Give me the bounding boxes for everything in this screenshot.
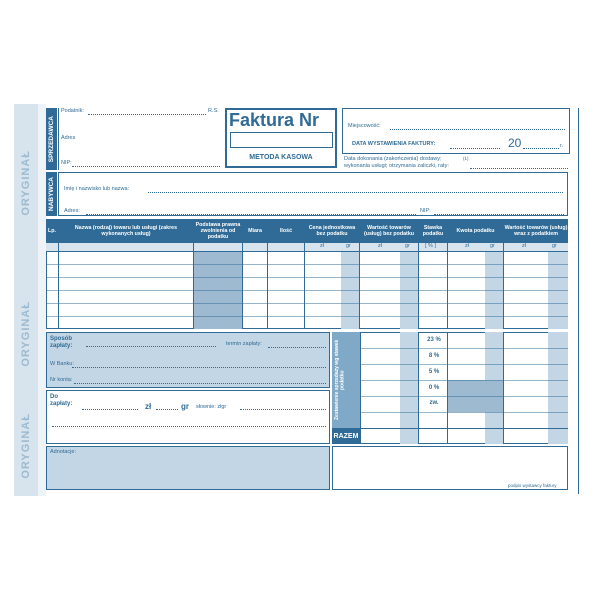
seller-nip-label: NIP:: [61, 160, 72, 166]
right-edge-bar: [578, 108, 581, 494]
buyer-nip-label: NIP:: [420, 208, 431, 214]
seller-podatnik-field[interactable]: [88, 114, 206, 115]
do-zaplaty-box: [46, 390, 330, 444]
sposob-field[interactable]: [86, 346, 216, 347]
hline-5: [46, 316, 568, 317]
buyer-adres-field[interactable]: [86, 214, 416, 215]
hline-2: [46, 277, 568, 278]
buyer-name-label: Imię i nazwisko lub nazwa:: [64, 186, 130, 192]
slownie-field[interactable]: [240, 409, 326, 410]
date-issue-year: 20: [508, 136, 522, 150]
col-stawka: Stawka podatku: [419, 219, 447, 243]
seller-side-label: SPRZEDAWCA: [46, 108, 57, 170]
buyer-adres-label: Adres:: [64, 208, 80, 214]
hline-1: [46, 264, 568, 265]
rate-zw: zw.: [429, 400, 439, 406]
razem-label: RAZEM: [332, 428, 360, 444]
sum-hline-2: [360, 364, 568, 365]
miejscowosc-field[interactable]: [390, 129, 565, 130]
netto-zl: zł: [378, 243, 382, 249]
kwota-zl: zł: [465, 243, 469, 249]
col-miara: Miara: [243, 219, 267, 243]
invoice-number-field[interactable]: [230, 132, 333, 148]
date-issue-day-field[interactable]: [450, 148, 500, 149]
cena-zl: zł: [320, 243, 324, 249]
do-zaplaty-gr-field[interactable]: [156, 409, 178, 410]
sum-hline-4: [360, 396, 568, 397]
rate-5: 5 %: [428, 369, 440, 375]
seller-rs-label: R.S.: [208, 108, 219, 114]
cena-gr: gr: [346, 243, 351, 249]
date-issue-r: r.: [560, 143, 564, 149]
do-zaplaty-gr: gr: [181, 402, 189, 411]
sum-hline-6: [332, 428, 568, 429]
konto-field[interactable]: [74, 383, 326, 384]
slownie-label: słownie: złgr: [196, 404, 227, 410]
hline-4: [46, 303, 568, 304]
brutto-gr: gr: [552, 243, 557, 249]
date-delivery-footnote: (1): [463, 156, 469, 161]
col-nazwa: Nazwa (rodzaj) towaru lub usługi (zakres wykonanych usług): [59, 219, 193, 243]
hline-3: [46, 290, 568, 291]
annotations-box[interactable]: [46, 446, 330, 490]
col-kwota: Kwota podatku: [448, 219, 503, 243]
rate-0: 0 %: [428, 385, 440, 391]
date-delivery-desc-2: wykonania usługi; otrzymania zaliczki, raty:: [344, 163, 449, 169]
buyer-box: [58, 172, 568, 216]
do-zaplaty-zl: zł: [145, 402, 152, 411]
date-issue-year-field[interactable]: [523, 148, 559, 149]
sum-hline-1: [360, 348, 568, 349]
seller-adres-label: Adres: [61, 135, 76, 141]
sposob-label: Sposób zapłaty:: [50, 336, 73, 349]
summary-side-label: Zestawienie sprzedaży wg stawek podatku: [332, 332, 360, 428]
termin-field[interactable]: [268, 347, 326, 348]
col-podstawa: Podstawa prawna zwolnienia od podatku: [194, 219, 242, 243]
sum-hline-5: [360, 412, 568, 413]
kwota-gr: gr: [490, 243, 495, 249]
oryginal-stamp-2: ORYGINAŁ: [20, 301, 32, 367]
invoice-subtitle: METODA KASOWA: [249, 154, 313, 161]
col-ilosc: Ilość: [268, 219, 304, 243]
termin-label: termin zapłaty:: [226, 341, 262, 347]
signature-label: podpis wystawcy faktury: [508, 483, 557, 488]
bank-label: W Banku:: [50, 361, 74, 367]
col-cena: Cena jednostkowa bez podatku: [305, 219, 359, 243]
brutto-zl: zł: [522, 243, 526, 249]
buyer-name-field[interactable]: [148, 192, 563, 193]
netto-gr: gr: [405, 243, 410, 249]
konto-label: Nr konta:: [50, 377, 73, 383]
do-zaplaty-label: Do zapłaty:: [50, 394, 73, 407]
rate-23: 23 %: [427, 337, 441, 343]
date-delivery-field[interactable]: [470, 168, 568, 169]
hline-0: [46, 251, 568, 252]
date-delivery-desc-1: Data dokonania (zakończenia) dostawy;: [344, 156, 442, 162]
invoice-title: Faktura Nr: [229, 110, 320, 130]
bank-field[interactable]: [72, 367, 326, 368]
rate-8: 8 %: [428, 353, 440, 359]
sum-hline-3: [360, 380, 568, 381]
col-wartosc-netto: Wartość towarów (usług) bez podatku: [360, 219, 418, 243]
seller-nip-field[interactable]: [72, 166, 220, 167]
col-wartosc-brutto: Wartość towarów (usług) wraz z podatkiem: [504, 219, 568, 243]
seller-block: [58, 108, 222, 170]
col-lp: Lp.: [46, 219, 58, 243]
annotations-label: Adnotacje:: [50, 449, 76, 455]
stawka-pct: [ % ]: [425, 243, 437, 249]
miejscowosc-label: Miejscowość:: [348, 123, 381, 129]
oryginal-stamp-1: ORYGINAŁ: [20, 150, 32, 216]
date-issue-label: DATA WYSTAWIENIA FAKTURY:: [352, 141, 436, 147]
buyer-side-label: NABYWCA: [46, 172, 57, 216]
do-zaplaty-zl-field[interactable]: [82, 409, 138, 410]
fine-print-strip: [38, 104, 46, 496]
oryginal-stamp-3: ORYGINAŁ: [20, 413, 32, 479]
slownie-field-2[interactable]: [52, 426, 326, 427]
payment-box: [46, 332, 330, 388]
buyer-nip-field[interactable]: [434, 214, 564, 215]
seller-podatnik-label: Podatnik:: [61, 108, 84, 114]
